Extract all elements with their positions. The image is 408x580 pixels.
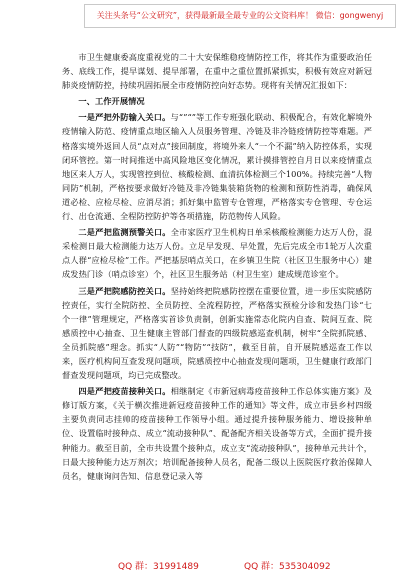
qq-group-2: QQ 群：535304092	[244, 562, 331, 572]
item-lead-1: 一是严把外防输入关口。	[78, 112, 171, 123]
item-text-1: 与“”“”等工作专班强化联动、积极配合，有效化解境外疫情输入防范、疫情重点地区输入人员服务管理、冷链及非冷链疫情防控等难题。严格落实境外返回人员“点对点”接回制度，将境外来人“一个不漏”纳入防控体系，实现闭环管控。第一时间推送中高风险地区变化情况，累计摸排管控自月日以来疫情重点地区来人万人，实现管控到位、核酸检测、血清抗体检测三个100%。持续完善“人物同防”机制，严格按要求做好冷链及非冷链集装箱货物的检测和预防性消毒，确保风道必检、应检尽检、应消尽消；抓好集中监管专仓管理，严格落实专仓管理、专仓运行、出仓流通、全程防控防护等各项措施，防范物传人风险。	[62, 112, 372, 222]
intro-paragraph: 市卫生健康委高度重视党的二十大安保维稳疫情防控工作，将其作为重要政治任务、底线工作，提早谋划、提早部署，在重中之重位置抓紧抓实，积极有效应对新冠肺炎疫情防控，持续巩固拓展全市疫情防控向好态势。现将有关情况汇报如下：	[62, 52, 372, 91]
item-paragraph-2	[62, 225, 372, 281]
qq-group-1: QQ 群：31991489	[118, 562, 199, 572]
item-lead-3: 三是严把院感防控关口。	[78, 285, 171, 296]
item-paragraph-4	[62, 384, 372, 483]
item-text-3: 坚持始终把院感防控摆在重要位置，进一步压实院感防控责任，实行全院防控、全员防控、全流程防控，严格落实预检分诊和发热门诊“七个一律”管理规定，严格落实首诊负责制，创新实施常态化院内自查、院间互查、院感质控中心抽查、卫生健康主管部门督查的四级院感巡查机制，树牢“全院抓院感、全员抓院感”理念。抓实“人防”“物防”“技防”，截至目前，自开展院感巡查工作以来，医疗机构间互查发现问题项，院感质控中心抽查发现问题项，卫生健康行政部门督查发现问题项，均已完成整改。	[62, 285, 372, 381]
item-lead-4: 四是严把疫苗接种关口。	[78, 386, 171, 397]
item-lead-2: 二是严把监测预警关口。	[78, 227, 171, 238]
item-paragraph-3	[62, 284, 372, 383]
section-heading: 一、工作开展情况	[78, 96, 145, 107]
document-body	[62, 50, 372, 555]
item-text-4: 相继制定《市新冠病毒疫苗接种工作总体实施方案》及修订版方案，《关于横次推进新冠疫苗接种工作的通知》等文件，成立市县乡村四级主要负责同志挂帅的疫苗接种工作领导小组。通过提升接种服务能力、增设接种单位、设置临时接种点、成立“流动接种队”、配备配齐相关设备等方式，全面扩提升接种能力。截至目前，全市共设置个接种点，成立支“流动接种队”，接种单元共计个，日最大接种能力达万剂次；培训配备接种人员名，配备二级以上医院医疗救治保障人员名，健康询问告知、信息登记录入等	[62, 386, 372, 481]
footer-contacts	[0, 558, 408, 576]
promo-banner: 关注头条号“公文研究”，获得最新最全最专业的公文资料库！ 微信：gongwenyj	[84, 4, 396, 28]
item-paragraph-1	[62, 110, 372, 223]
item-text-2: 全市家医疗卫生机构日单采核酸检测能力达万人份，混采检测日最大检测能力达万人份。立足早发现、早处置，先后完成全市1轮万人次重点人群“应检尽检”工作。严把基层哨点关口，在乡镇卫生院（社区卫生服务中心）建成发热门诊（哨点诊室）个，社区卫生服务站（村卫生室）建成规范诊室个。	[62, 227, 372, 280]
